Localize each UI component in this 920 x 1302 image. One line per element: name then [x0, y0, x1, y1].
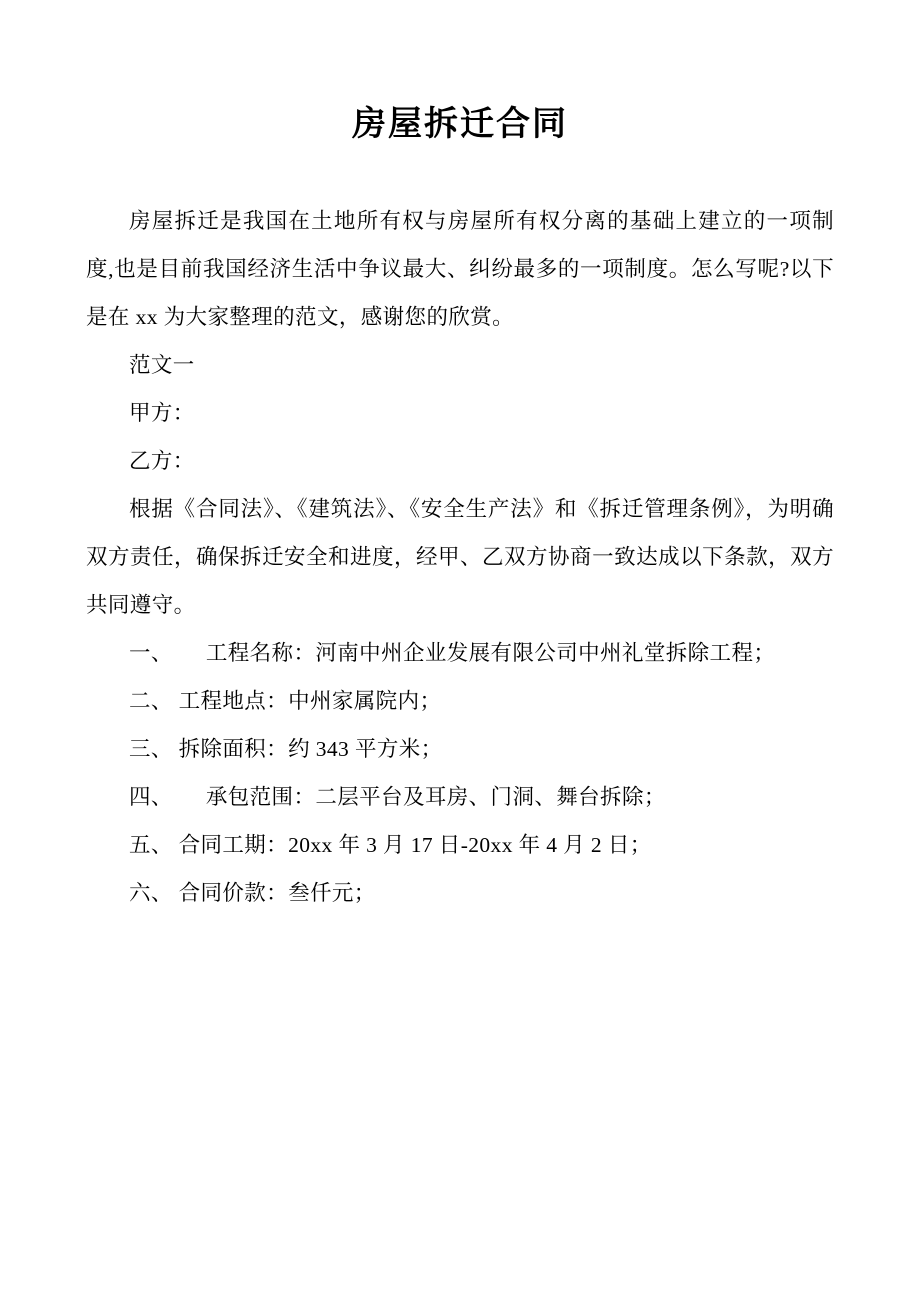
page-title: 房屋拆迁合同: [352, 104, 568, 144]
paragraph-sample-heading: 范文一: [129, 352, 195, 377]
paragraph-clause-6: 六、 合同价款：叁仟元；: [129, 880, 376, 905]
paragraph-clause-5: 五、 合同工期：20xx 年 3 月 17 日-20xx 年 4 月 2 日；: [129, 832, 652, 857]
paragraph-clause-3: 三、 拆除面积：约 343 平方米；: [129, 736, 443, 761]
paragraph-intro: 房屋拆迁是我国在土地所有权与房屋所有权分离的基础上建立的一项制度,也是目前我国经济生活中争议最大、纠纷最多的一项制度。怎么写呢?以下是在 xx 为大家整理的范文，感谢您的欣赏。: [86, 208, 834, 329]
paragraph-clause-2: 二、 工程地点：中州家属院内；: [129, 688, 442, 713]
paragraph-party-a: 甲方：: [129, 400, 195, 425]
document-body: [86, 197, 834, 917]
paragraph-party-b: 乙方：: [129, 448, 195, 473]
paragraph-clause-1: 一、 工程名称：河南中州企业发展有限公司中州礼堂拆除工程；: [129, 640, 776, 665]
paragraph-basis: 根据《合同法》、《建筑法》、《安全生产法》和《拆迁管理条例》，为明确双方责任，确保拆迁安全和进度，经甲、乙双方协商一致达成以下条款，双方共同遵守。: [86, 496, 834, 617]
paragraph-clause-4: 四、 承包范围：二层平台及耳房、门洞、舞台拆除；: [129, 784, 666, 809]
